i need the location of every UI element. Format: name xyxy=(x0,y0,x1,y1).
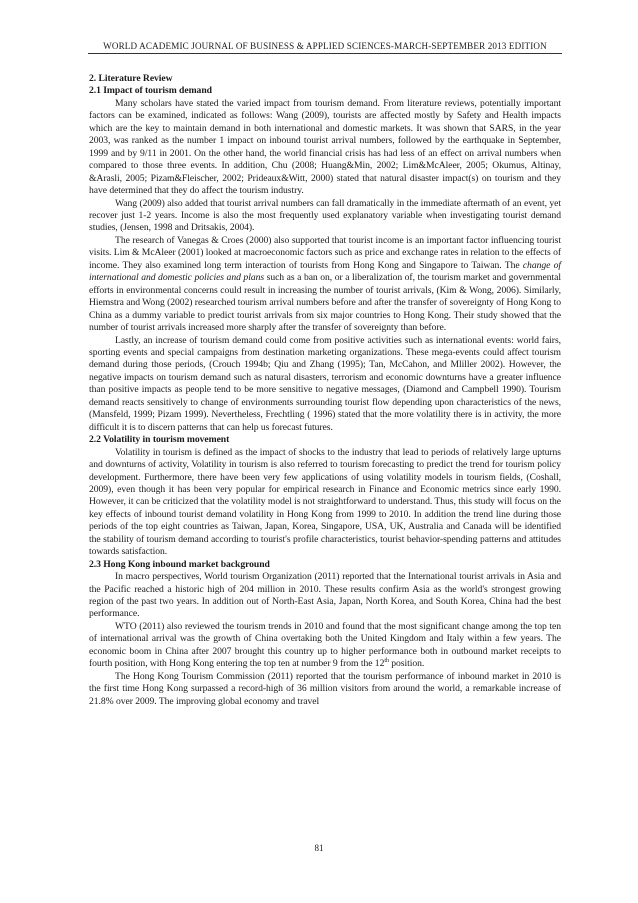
text-run: The research of Vanegas & Croes (2000) also supported that tourist income is an important factor influencing tourist visits. Lim & McAleer (2001) looked at macroeconomic factors such as price and exchange rates in relation to the effects of income. They also examined long term interaction of tourists from Hong Kong and Singapore to Taiwan. The xyxy=(89,234,561,271)
subsection-title-impact: 2.1 Impact of tourism demand xyxy=(89,85,212,97)
subsection-title-volatility: 2.2 Volatility in tourism movement xyxy=(89,434,230,446)
article-body xyxy=(89,73,561,708)
paragraph: Wang (2009) also added that tourist arrival numbers can fall dramatically in the immediate aftermath of an event, yet recover just 1-2 years. Income is also the most frequently used explanatory variable when investigating tourist demand studies, (Jensen, 1998 and Dritsakis, 2004). xyxy=(89,197,561,234)
header-divider xyxy=(88,53,562,54)
superscript: th xyxy=(384,658,389,665)
text-run: position. xyxy=(388,658,425,670)
paragraph xyxy=(89,235,561,335)
paragraph: Many scholars have stated the varied impact from tourism demand. From literature reviews, potentially important factors can be examined, indicated as follows: Wang (2009), tourists are affected mostly by Safety and Health impacts which are the key to maintain demand in both international and domestic markets. It was shown that SARS, in the year 2003, was ranked as the number 1 impact on inbound tourist arrival numbers, followed by the earthquake in September, 1999 and by 9/11 in 2001. On the other hand, the world financial crisis has had less of an effect on arrival numbers when compared to those three events. In addition, Chu (2008; Huang&Min, 2002; Lim&McAleer, 2005; Okumus, Altinay, &Arasli, 2005; Pizam&Fleischer, 2002; Prideaux&Witt, 2000) stated that natural disaster impact(s) on tourism and they have determined that they do affect the tourism industry. xyxy=(89,97,561,197)
paragraph xyxy=(89,621,561,671)
text-run: WTO (2011) also reviewed the tourism trends in 2010 and found that the most significant change among the top ten of international arrival was the growth of China overtaking both the United Kingdom and Italy within a few years. The economic boom in China after 2007 brought this country up to higher performance both in outbound market receipts to fourth position, with Hong Kong entering the top ten at number 9 from the 12 xyxy=(89,620,561,670)
paragraph: Lastly, an increase of tourism demand could come from positive activities such as international events: world fairs, sporting events and special campaigns from destination marketing organizations. These mega-events could affect tourism demand during those periods, (Crouch 1994b; Qiu and Zhang (1995); Tan, McCahon, and Mliller 2002). However, the negative impacts on tourism demand such as natural disasters, terrorism and economic downturns have a greater influence than positive impacts as people tend to be more sensitive to negative messages, (Diamond and Campbell 1990). Tourism demand reacts sensitively to change of environments surrounding tourist flow depending upon characteristics of the news, (Mansfeld, 1999; Pizam 1999). Nevertheless, Frechtling ( 1996) stated that the more volatility there is in activity, the more difficult it is to discern patterns that can help us forecast futures. xyxy=(89,334,561,433)
paragraph: The Hong Kong Tourism Commission (2011) reported that the tourism performance of inbound market in 2010 is the first time Hong Kong surpassed a record-high of 36 million visitors from around the world, a remarkable increase of 21.8% over 2009. The improving global economy and travel xyxy=(89,670,561,707)
paragraph: In macro perspectives, World tourism Organization (2011) reported that the International tourist arrivals in Asia and the Pacific reached a historic high of 204 million in 2010. These results confirm Asia as the world's strongest growing region of the past two years. In addition out of North-East Asia, Japan, North Korea, and South Korea, China had the best performance. xyxy=(89,571,561,620)
running-header: WORLD ACADEMIC JOURNAL OF BUSINESS & APPLIED SCIENCES-MARCH-SEPTEMBER 2013 EDITION xyxy=(103,41,547,51)
page-number: 81 xyxy=(314,843,324,853)
text-run: such as a ban on, or a liberalization of, the tourism market and governmental efforts in environmental concerns could result in increasing the number of tourist arrivals, (Kim & Wong, 2006). Similarly, Hiemstra and Wong (2002) researched tourism arrival numbers before and after the transfer of sovereignty of Hong Kong to China as a dummy variable to predict tourist arrivals from six major countries to Hong Kong. Their study showed that the number of tourist arrivals increased more sharply after the transfer of sovereignty than before. xyxy=(89,272,562,334)
subsection-title-hong-kong: 2.3 Hong Kong inbound market background xyxy=(89,558,270,570)
italic-text: change of international and domestic policies and plans xyxy=(89,259,561,284)
paragraph: Volatility in tourism is defined as the impact of shocks to the industry that lead to periods of relatively large upturns and downturns of activity, Volatility in tourism is also referred to tourism forecasting to predict the trend for tourism policy development. Furthermore, there have been very few applications of using volatility models in tourism fields, (Coshall, 2009), even though it has been very popular for empirical research in Finance and Economic metrics since early 1990. However, it can be criticized that the volatility model is not straightforward to understand. Thus, this study will focus on the key effects of inbound tourist demand volatility in Hong Kong from 1999 to 2010. In addition the trend line during those periods of the top eight countries as Taiwan, Japan, Korea, Singapore, USA, UK, Australia and Canada will be identified the stability of tourism demand according to tourist's profile characteristics, tourist behavior-spending patterns and attitudes towards satisfaction. xyxy=(89,446,561,558)
section-title: 2. Literature Review xyxy=(89,73,173,84)
